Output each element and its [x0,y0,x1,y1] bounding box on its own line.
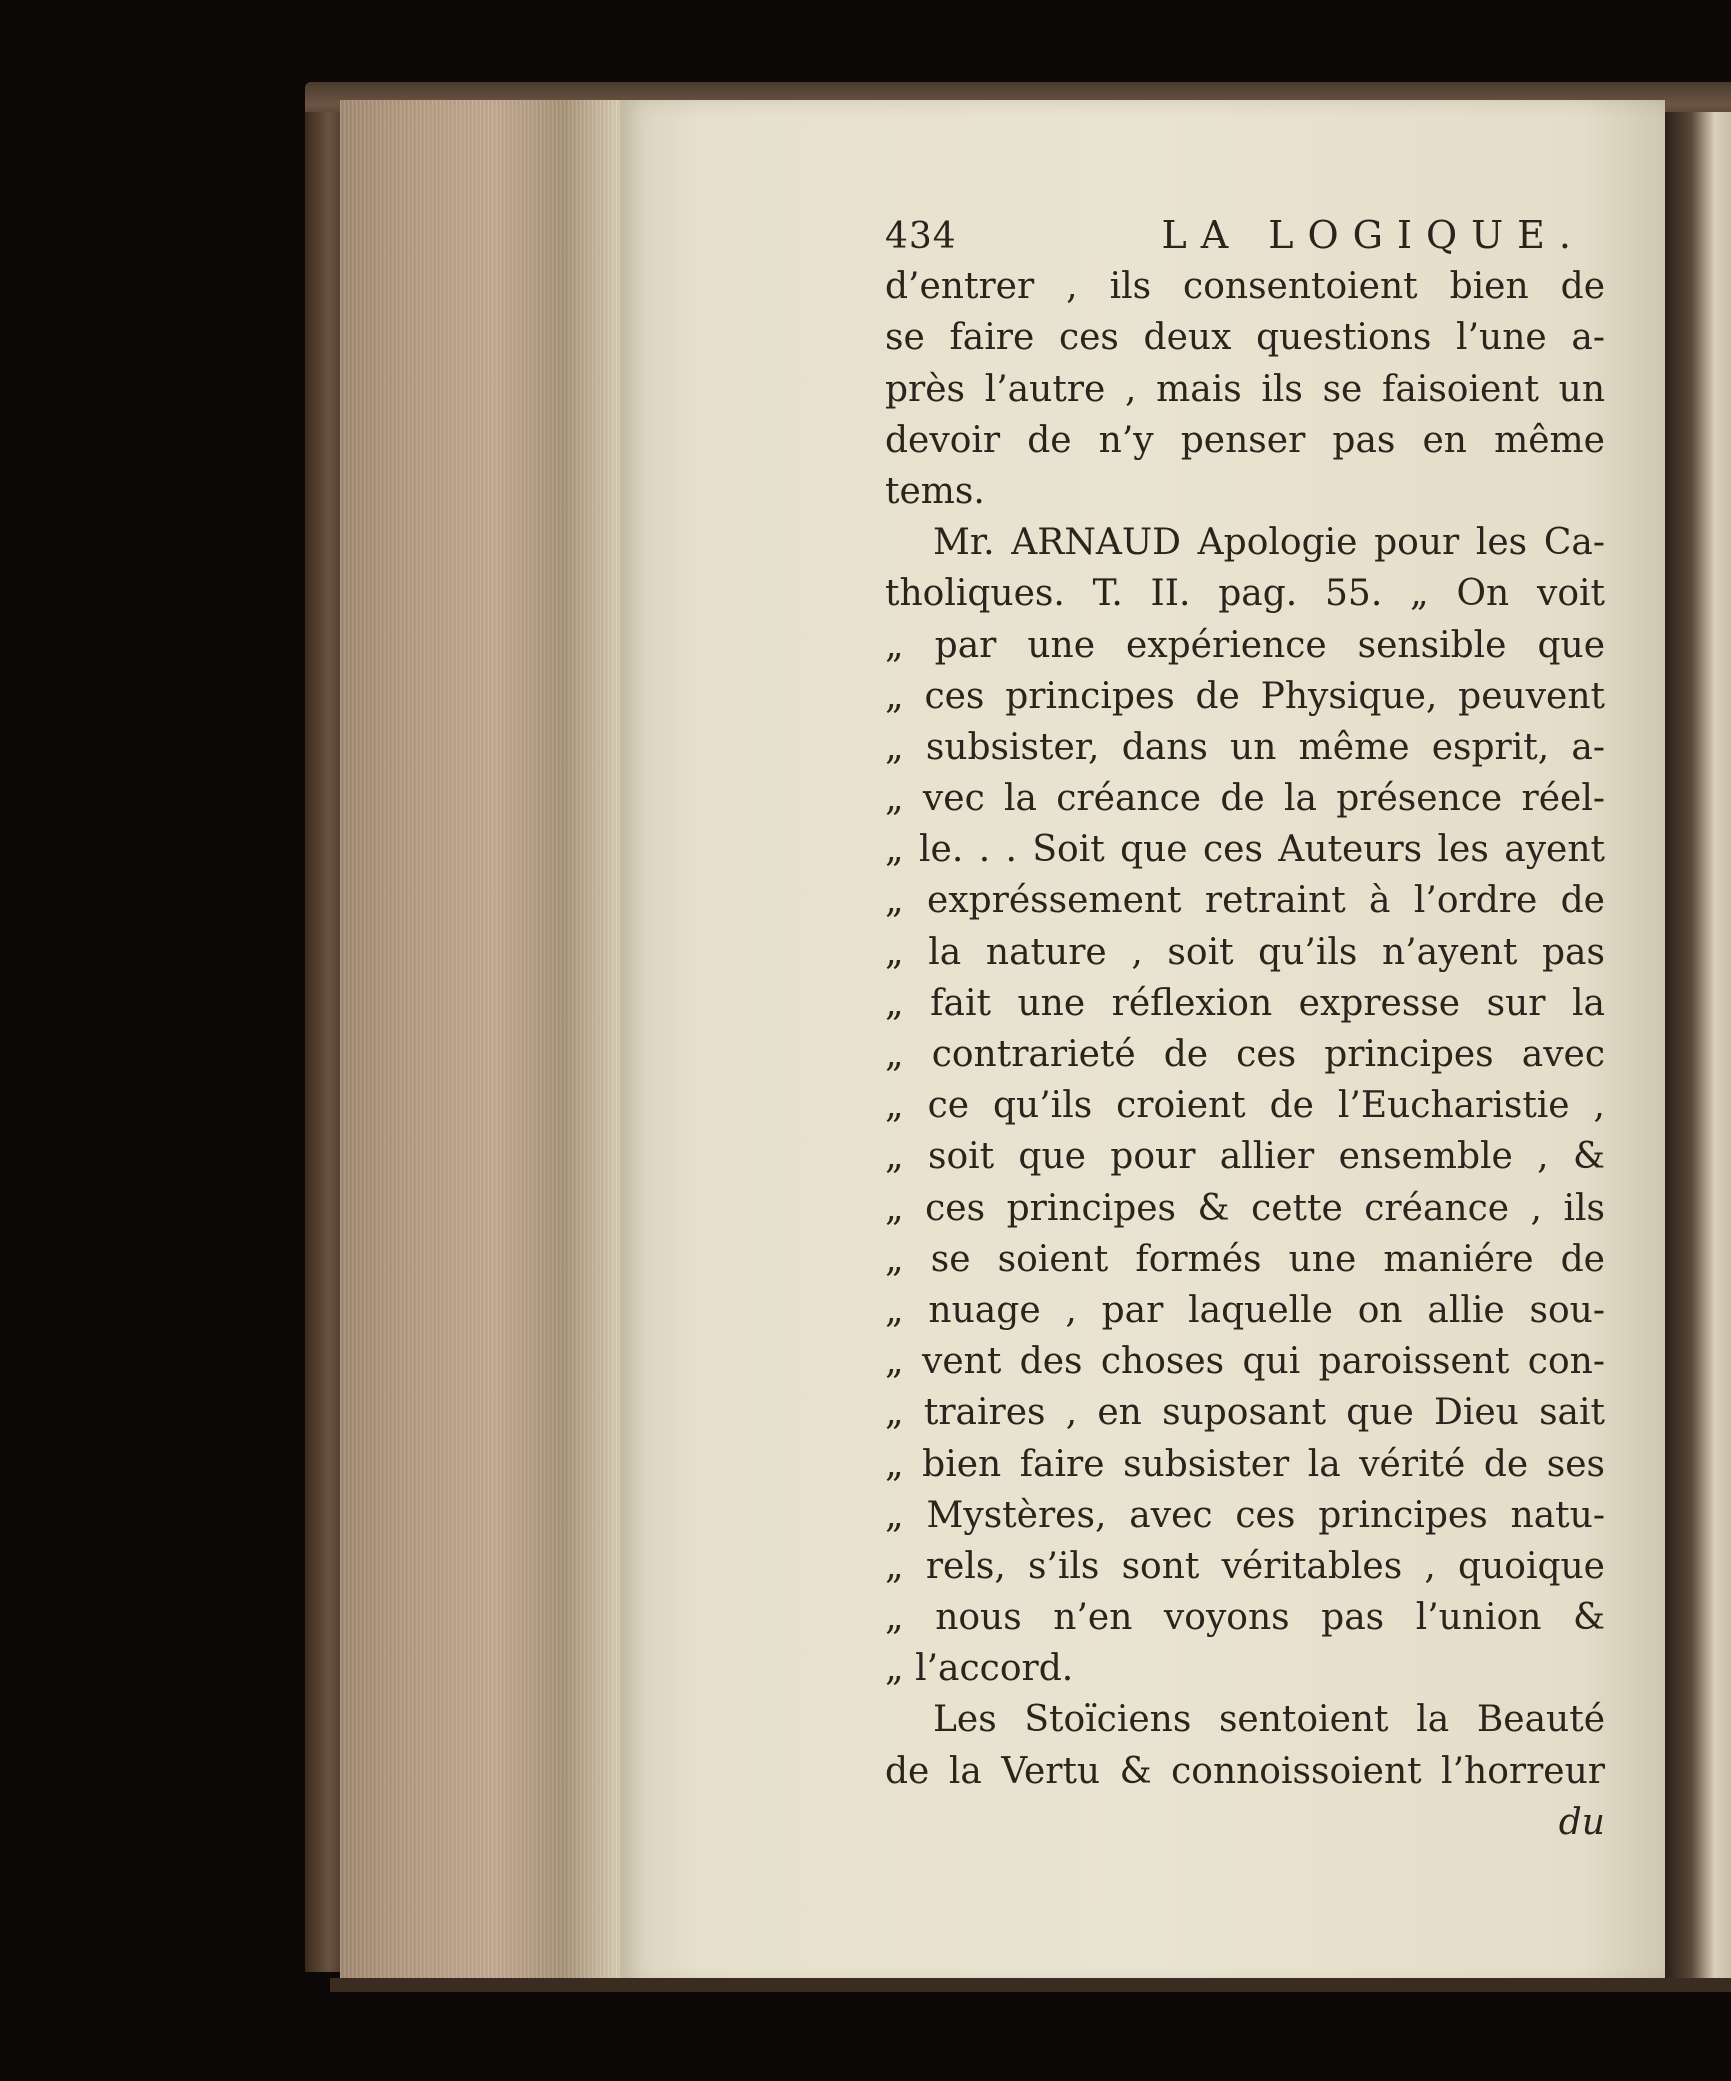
text-line: „ contrarieté de ces principes avec [885,1034,1605,1075]
facing-page-gutter [1665,112,1731,1982]
text-line: se faire ces deux questions l’une a- [885,317,1605,359]
text-line: „ expréssement retraint à l’ordre de [885,880,1605,922]
text-line: d’entrer , ils consentoient bien de [885,266,1605,308]
book-bottom-edge [330,1978,1731,1992]
text-line: „ nous n’en voyons pas l’union & [885,1597,1605,1639]
text-line: „ par une expérience sensible que [885,624,1605,666]
text-line: „ soit que pour allier ensemble , & [885,1136,1605,1178]
text-line: „ rels, s’ils sont véritables , quoique [885,1545,1605,1587]
text-line: „ subsister, dans un même esprit, a- [885,726,1605,768]
text-line: „ ces principes de Physique, peuvent [885,675,1605,717]
text-line: Les Stoïciens sentoient la Beauté [933,1699,1605,1741]
book-spine [305,112,345,1972]
page-text-block [885,210,1605,1848]
page-header [885,210,1605,261]
text-line: „ fait une réflexion expresse sur la [885,982,1605,1024]
text-line: tholiques. T. II. pag. 55. „ On voit [885,573,1605,615]
text-line: „ vec la créance de la présence réel- [885,778,1605,820]
text-line: „ Mystères, avec ces principes natu- [885,1494,1605,1536]
text-line: „ nuage , par laquelle on allie sou- [885,1289,1605,1331]
text-line: „ ce qu’ils croient de l’Eucharistie , [885,1085,1605,1127]
text-line: „ l’accord. [885,1648,1074,1690]
text-line: devoir de n’y penser pas en même [885,419,1605,461]
text-line: „ vent des choses qui paroissent con- [885,1341,1605,1383]
text-line: „ traires , en suposant que Dieu sait [885,1392,1605,1434]
text-line: „ se soient formés une maniére de [885,1238,1605,1280]
text-line: près l’autre , mais ils se faisoient un [885,368,1605,410]
text-line: „ ces principes & cette créance , ils [885,1187,1605,1229]
text-line: „ le. . . Soit que ces Auteurs les ayent [885,829,1605,871]
running-head: LA LOGIQUE. [1161,213,1585,257]
page-number: 434 [885,216,957,257]
page-stack-edge [340,100,620,1985]
text-line: de la Vertu & connoissoient l’horreur [885,1750,1605,1792]
catchword: du [1558,1801,1605,1843]
text-line: Mr. ARNAUD Apologie pour les Ca- [933,522,1605,564]
text-line: „ bien faire subsister la vérité de ses [885,1443,1605,1485]
text-line: „ la nature , soit qu’ils n’ayent pas [885,931,1605,973]
text-line: tems. [885,470,985,512]
